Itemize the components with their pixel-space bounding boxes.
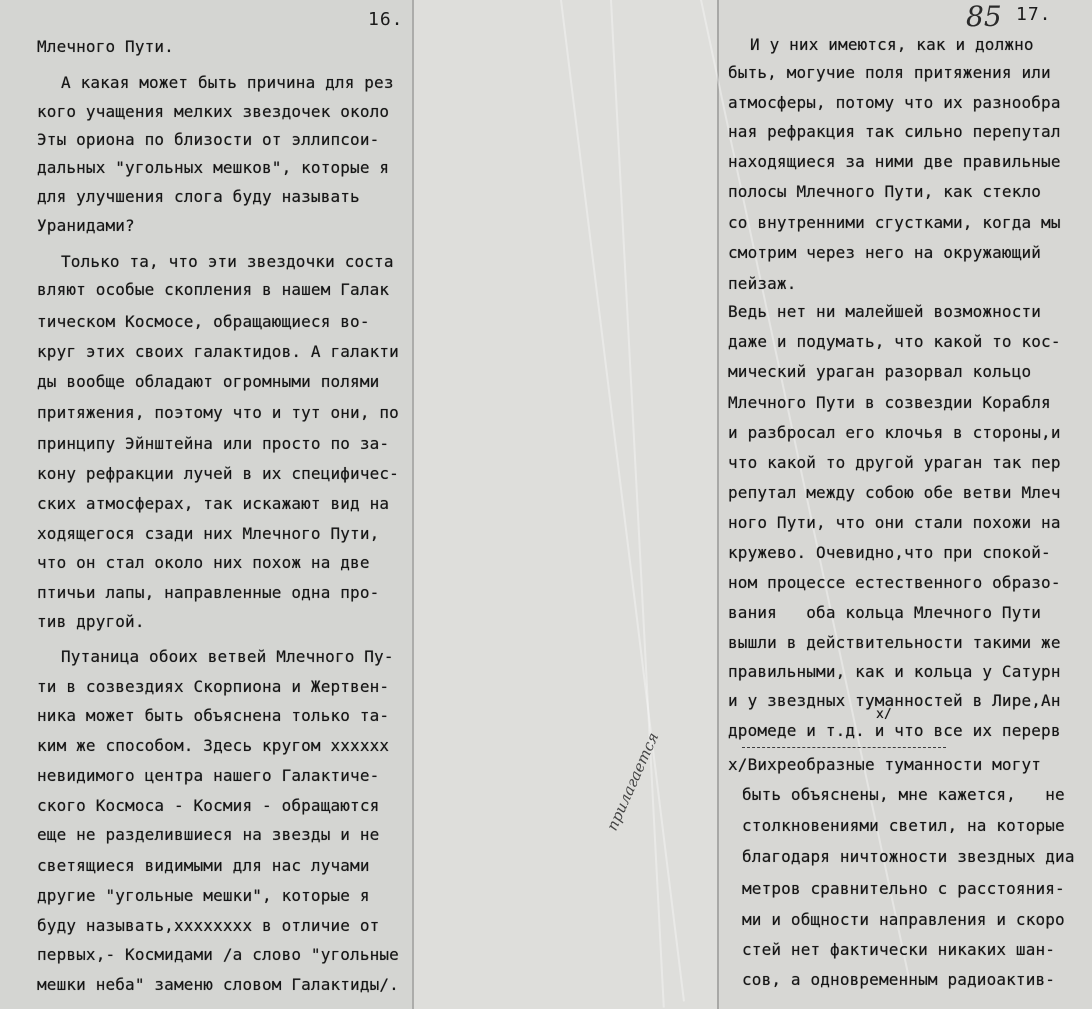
footnote-line: х/Вихреобразные туманности могут	[728, 755, 1042, 774]
left-page-line: тив другой.	[37, 612, 145, 631]
footnote-line: быть объяснены, мне кажется, не	[742, 785, 1065, 804]
left-page-line: ти в созвездиях Скорпиона и Жертвен-	[37, 677, 390, 696]
right-page-line: ного Пути, что они стали похожи на	[728, 513, 1061, 532]
left-page-line: Только та, что эти звездочки соста	[61, 252, 394, 271]
right-page-line: Млечного Пути в созвездии Корабля	[728, 393, 1051, 412]
left-page-line: кону рефракции лучей в их специфичес-	[37, 464, 399, 483]
right-page-line: репутал между собою обе ветви Млеч	[728, 483, 1061, 502]
left-page-line: мешки неба" заменю словом Галактиды/.	[37, 975, 399, 994]
right-page-line: И у них имеются, как и должно	[750, 35, 1034, 54]
left-page-line: для улучшения слога буду называть	[37, 187, 360, 206]
left-page-line: ского Космоса - Космия - обращаются	[37, 796, 380, 815]
left-page-line: притяжения, поэтому что и тут они, по	[37, 403, 399, 422]
right-page-line: дромеде и т.д. и что все их перерв	[728, 721, 1061, 740]
marginal-handwritten-note: прилагается	[603, 729, 663, 834]
left-page-line: другие "угольные мешки", которые я	[37, 886, 370, 905]
left-page-line: ских атмосферах, так искажают вид на	[37, 494, 390, 513]
left-page-line: еще не разделившиеся на звезды и не	[37, 825, 380, 844]
left-page-number: 16.	[368, 9, 404, 30]
right-page-line: даже и подумать, что какой то кос-	[728, 332, 1061, 351]
left-page-line: принципу Эйнштейна или просто по за-	[37, 434, 390, 453]
left-page-line: Путаница обоих ветвей Млечного Пу-	[61, 647, 394, 666]
left-page-line: вляют особые скопления в нашем Галак	[37, 280, 390, 299]
right-page-line: и разбросал его клочья в стороны,и	[728, 423, 1061, 442]
right-page-line: ном процессе естественного образо-	[728, 573, 1061, 592]
right-page-line: мический ураган разорвал кольцо	[728, 362, 1032, 381]
right-page-line: со внутренними сгустками, когда мы	[728, 213, 1061, 232]
right-page-line: правильными, как и кольца у Сатурн	[728, 662, 1061, 681]
left-page-line: кого учащения мелких звездочек около	[37, 102, 390, 121]
footnote-line: ми и общности направления и скоро	[742, 910, 1065, 929]
right-page-line: пейзаж.	[728, 274, 797, 293]
left-page-line: дальных "угольных мешков", которые я	[37, 158, 390, 177]
left-page-line: ды вообще обладают огромными полями	[37, 372, 380, 391]
left-page-line: буду называть,хххххххх в отличие от	[37, 916, 380, 935]
footnote-divider	[742, 747, 946, 748]
right-page-line: атмосферы, потому что их разнообра	[728, 93, 1061, 112]
right-page-line: находящиеся за ними две правильные	[728, 152, 1061, 171]
left-page-line: светящиеся видимыми для нас лучами	[37, 856, 370, 875]
right-page-edge	[717, 0, 719, 1009]
right-page-line: что какой то другой ураган так пер	[728, 453, 1061, 472]
footnote-line: сов, а одновременным радиоактив-	[742, 970, 1056, 989]
right-page-number: 17.	[1016, 4, 1052, 25]
left-page-line: Уранидами?	[37, 216, 135, 235]
left-page-line: невидимого центра нашего Галактиче-	[37, 766, 380, 785]
left-page-line: круг этих своих галактидов. А галакти	[37, 342, 399, 361]
archive-sheet-number: 85	[966, 0, 1002, 33]
left-page-line: первых,- Космидами /а слово "угольные	[37, 945, 399, 964]
right-page-line: полосы Млечного Пути, как стекло	[728, 182, 1042, 201]
left-page-line: ходящегося сзади них Млечного Пути,	[37, 524, 380, 543]
left-page-edge	[412, 0, 414, 1009]
right-page-line: и у звездных туманностей в Лире,Ан	[728, 691, 1061, 710]
right-page-line: Ведь нет ни малейшей возможности	[728, 302, 1042, 321]
middle-fold-area	[412, 0, 717, 1009]
footnote-marker: х/	[876, 707, 892, 722]
right-page-line: быть, могучие поля притяжения или	[728, 63, 1051, 82]
footnote-line: столкновениями светил, на которые	[742, 816, 1065, 835]
right-page-line: кружево. Очевидно,что при спокой-	[728, 543, 1051, 562]
left-page-line: А какая может быть причина для рез	[61, 73, 394, 92]
left-page-line: ким же способом. Здесь кругом хххххх	[37, 736, 390, 755]
left-page-line: птичьи лапы, направленные одна про-	[37, 583, 380, 602]
right-page-line: вышли в действительности такими же	[728, 633, 1061, 652]
footnote-line: стей нет фактически никаких шан-	[742, 940, 1056, 959]
left-page-line: тическом Космосе, обращающиеся во-	[37, 312, 370, 331]
right-page-line: вания оба кольца Млечного Пути	[728, 603, 1042, 622]
left-page-line: что он стал около них похож на две	[37, 553, 370, 572]
right-page-line: ная рефракция так сильно перепутал	[728, 122, 1061, 141]
footnote-line: метров сравнительно с расстояния-	[742, 879, 1065, 898]
footnote-line: благодаря ничтожности звездных диа	[742, 847, 1075, 866]
left-page-line: ника может быть объяснена только та-	[37, 706, 390, 725]
left-page-line: Эты ориона по близости от эллипсои-	[37, 130, 380, 149]
right-page-line: смотрим через него на окружающий	[728, 243, 1042, 262]
left-page-line: Млечного Пути.	[37, 37, 174, 56]
